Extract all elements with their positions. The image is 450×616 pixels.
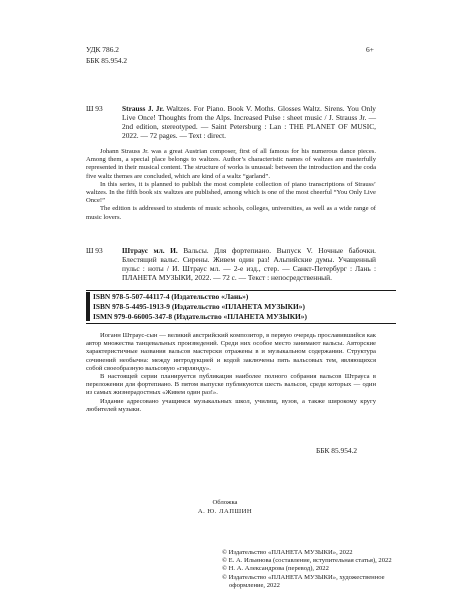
en-author: Strauss J. Jr. — [122, 104, 164, 113]
bbk-code: ББК 85.954.2 — [86, 56, 128, 65]
ru-bibliographic-record — [122, 246, 376, 282]
ru-bbk-code: ББК 85.954.2 — [316, 446, 358, 455]
en-annotation-p1: Johann Strauss Jr. was a great Austrian composer, first of all famous for his numerous dance pieces. Among them, a special place belongs to waltzes. Author’s characteristic names of waltzes are masterfully represented in their musical content. The structure of works is unusual: between the introduction and the coda five waltz themes are concluded, which are kind of a waltz “garland”. — [86, 148, 376, 180]
isbn-top-rule — [86, 290, 396, 291]
copyright-line: оформление, 2022 — [229, 581, 280, 589]
copyright-line: © Е. А. Ильинова (составление, вступительная статья), 2022 — [222, 557, 392, 565]
en-annotation-p3: The edition is addressed to students of music schools, colleges, universities, as well as a wide range of music lovers. — [86, 205, 376, 221]
isbn-planet: ISBN 978-5-4495-1913-9 (Издательство «ПЛАНЕТА МУЗЫКИ») — [93, 302, 305, 311]
copyright-line: © Издательство «ПЛАНЕТА МУЗЫКИ», 2022 — [222, 549, 353, 556]
en-bibliographic-record — [122, 104, 376, 140]
ru-author-code: Ш 93 — [86, 246, 103, 255]
copyright-line: © Издательство «ПЛАНЕТА МУЗЫКИ», художественное — [222, 573, 385, 581]
en-annotation — [86, 148, 376, 222]
cover-label: Обложка — [212, 499, 238, 506]
isbn-lan: ISBN 978-5-507-44117-4 (Издательство «Лань») — [93, 292, 249, 301]
copyright-line: © Н. А. Александрова (перевод), 2022 — [222, 565, 329, 573]
en-author-code: Ш 93 — [86, 104, 103, 113]
en-biblio-text: Waltzes. For Piano. Book V. Moths. Glosses Waltz. Sirens. You Only Live Once! Thoughts from the Alps. Increased Pulse : sheet music / J. Strauss Jr. — 2nd edition, stereotyped. — Saint Petersburg : Lan : THE PLANET OF MUSIC, 2022. — 72 pages. — Text : direct. — [122, 104, 376, 140]
ru-author: Штраус мл. И. — [122, 246, 178, 255]
udk-code: УДК 786.2 — [86, 45, 119, 54]
copyright-block — [222, 549, 432, 590]
ru-annotation-p3: Издание адресовано учащимся музыкальных школ, училищ, вузов, а также широкому кругу любителей музыки. — [86, 397, 376, 413]
ru-annotation-p1: Иоганн Штраус-сын — великий австрийский композитор, в первую очередь прославившийся как автор множества танцевальных произведений. Среди них особое место занимают вальсы. Авторские характеристичные названия вальсов мастерски отражены в и музыкальном содержании. Структура сочинений необычна: между интродукцией и кодой заключены пять вальсовых тем, являющихся собой своеобразную вальсовую «гирлянду». — [86, 332, 376, 372]
en-annotation-p2: In this series, it is planned to publish the most complete collection of piano transcriptions of Strauss’ waltzes. In the fifth book six waltzes are published, among which is one of the most cheerful “You Only Live Once!” — [86, 180, 376, 205]
isbn-left-bar — [86, 292, 90, 321]
isbn-bottom-rule — [86, 323, 396, 324]
ru-biblio-text: Вальсы. Для фортепиано. Выпуск V. Ночные бабочки. Блестящий вальс. Сирены. Живем один раз! Альпийские думы. Учащенный пульс : ноты / И. Штраус мл. — 2-е изд., стер. — Санкт-Петербург : Лань : ПЛАНЕТА МУЗЫКИ, 2022. — 72 с. — Текст : непосредственный. — [122, 246, 376, 282]
ru-annotation-p2: В настоящей серии планируется публикация наиболее полного собрания вальсов Штрауса в переложении для фортепиано. В пятом выпуске публикуются шесть вальсов, среди которых — один из самых жизнерадостных «Живем один раз!». — [86, 373, 376, 397]
age-rating: 6+ — [366, 45, 374, 54]
ru-annotation — [86, 332, 376, 414]
ismn-planet: ISMN 979-0-66005-347-8 (Издательство «ПЛАНЕТА МУЗЫКИ») — [93, 312, 307, 321]
cover-designer: А. Ю. ЛАПШИН — [197, 508, 253, 515]
